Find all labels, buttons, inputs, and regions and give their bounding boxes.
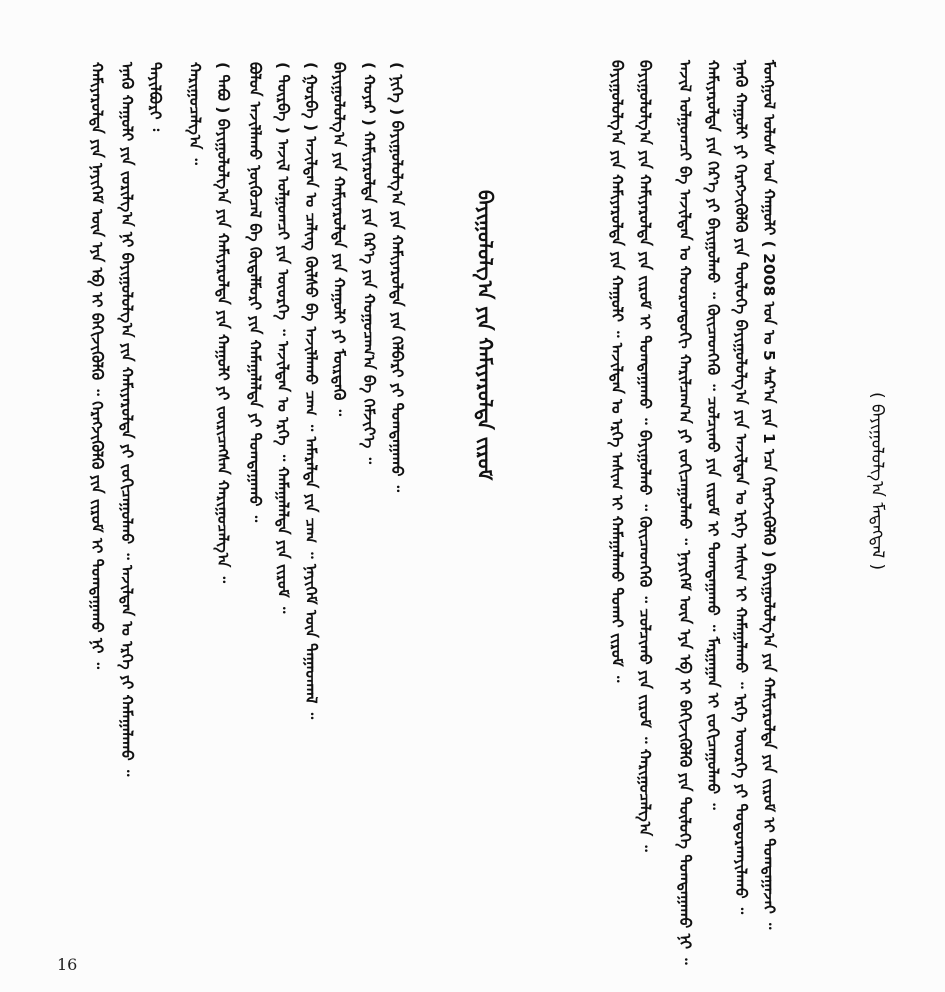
list-item-1: ( ᠨᠢᠭᠡ ) ᠪᠠᠶᠢᠭᠤᠯᠤᠯᠭ᠎ᠠ ᠶᠢᠨ ᠬᠠᠮᠢᠶᠠᠷᠤᠯᠲᠠ ᠶᠢᠨ ᠬᠡᠯᠪᠡᠷᠢ ᠶᠢ ᠲᠣᠭᠲᠠᠭᠠᠬᠤ ᠃ <box>388 62 406 493</box>
paragraph-column-5: ᠪᠠᠶᠢᠭᠤᠯᠤᠯᠭ᠎ᠠ ᠶᠢᠨ ᠬᠠᠮᠢᠶᠠᠷᠤᠯᠲᠠ ᠶᠢᠨ ᠵᠢᠷᠤᠮ ᠢ ᠲᠣᠭᠲᠠᠭᠠᠬᠤ ᠃ ᠪᠠᠶᠢᠭᠤᠯᠬᠤ ᠃ ᠭᠦᠢᠴᠡᠳᠬᠡᠬᠦ ᠃ ᠴᠤᠯᠴᠢᠬᠤ ᠶᠢᠨ ᠵᠢᠷᠤᠮ ᠃ ᠬᠠᠷᠢᠭᠤᠴᠠᠯᠭ᠎ᠠ ᠃ <box>636 60 654 852</box>
list-item-5-continued: ᠬᠠᠷᠢᠭᠤᠴᠠᠯᠭ᠎ᠠ ᠃ <box>186 62 204 165</box>
header-title: ( ᠪᠠᠶᠢᠭᠤᠯᠤᠯᠭ᠎ᠠ ᠮᠡᠳᠡᠭᠳᠡᠯ ) <box>867 392 887 571</box>
paragraph-column-4: ᠠᠵᠢᠯ ᠣᠯᠭᠣᠭᠴᠢ ᠪᠠ ᠠᠵᠢᠯᠲᠠᠨ ᠤ ᠬᠣᠣᠷᠣᠨᠳᠣᠬᠢ ᠬᠠᠷᠢᠯᠴᠠᠭ᠎ᠠ ᠶᠢ ᠵᠣᠬᠢᠴᠠᠭᠤᠯᠬᠤ ᠃ ᠨᠡᠶᠢᠭᠡᠮ ᠦᠨ ᠡᠶᠡ ᠡᠪ ᠢ ᠪᠡᠬᠢᠵᠢᠭᠦᠯᠬᠦ ᠶᠢᠨ ᠲᠥᠯᠦᠭᠡ ᠲᠣᠭᠲᠠᠭᠠᠬᠤ ᠨᠢ ᠃ <box>676 60 694 965</box>
list-item-2: ( ᠬᠣᠶᠠᠷ ) ᠬᠠᠮᠢᠶᠠᠷᠤᠯᠲᠠ ᠶᠢᠨ ᠭᠡᠷ᠎ᠡ ᠶᠢᠨ ᠬᠤᠭᠤᠴᠠᠭ᠎ᠠ ᠪᠠ ᠬᠡᠮᠵᠢᠶ᠎ᠡ ᠃ <box>360 62 378 464</box>
paragraph-column-6: ᠪᠠᠶᠢᠭᠤᠯᠤᠯᠭ᠎ᠠ ᠶᠢᠨ ᠬᠠᠮᠢᠶᠠᠷᠤᠯᠲᠠ ᠶᠢᠨ ᠬᠠᠭᠤᠯᠢ ᠃ ᠠᠵᠢᠯᠲᠠᠨ ᠤ ᠡᠷᠬᠡ ᠠᠰᠢᠭ ᠢ ᠬᠠᠮᠠᠭᠠᠯᠠᠬᠤ ᠲᠤᠬᠠᠢ ᠵᠢᠷᠤᠮ ᠃ <box>608 60 626 683</box>
list-item-4-continued: ᠪᠣᠯᠤᠨ ᠠᠵᠢᠯᠯᠠᠬᠤ ᠨᠥᠬᠦᠴᠡᠯ ᠪᠠ ᠬᠥᠳᠡᠯᠮᠦᠷᠢ ᠶᠢᠨ ᠬᠠᠮᠠᠭᠠᠯᠠᠯᠲᠠ ᠶᠢ ᠲᠣᠭᠲᠠᠭᠠᠬᠤ ᠃ <box>246 62 264 523</box>
list-item-5: ( ᠲᠠᠪᠤ ) ᠪᠠᠶᠢᠭᠤᠯᠤᠯᠭ᠎ᠠ ᠶᠢᠨ ᠬᠠᠮᠢᠶᠠᠷᠤᠯᠲᠠ ᠶᠢᠨ ᠬᠠᠭᠤᠯᠢ ᠶᠢ ᠵᠥᠷᠢᠴᠡᠭᠰᠡᠨ ᠬᠠᠷᠢᠭᠤᠴᠠᠯᠭ᠎ᠠ ᠃ <box>214 62 232 583</box>
list-item-4: ( ᠳᠥᠷᠪᠡ ) ᠠᠵᠢᠯ ᠣᠯᠭᠣᠭᠴᠢ ᠶᠢᠨ ᠦᠦᠷᠭᠡ ᠃ ᠠᠵᠢᠯᠲᠠᠨ ᠤ ᠡᠷᠬᠡ ᠃ ᠬᠠᠮᠠᠭᠠᠯᠠᠯᠲᠠ ᠶᠢᠨ ᠵᠢᠷᠤᠮ ᠃ <box>274 62 292 614</box>
closing-label: ᠲᠠᠶᠢᠯᠪᠤᠷᠢ ᠄ <box>146 62 164 132</box>
page-number: 16 <box>57 955 78 974</box>
closing-column-1: ᠡᠨᠡᠬᠦ ᠬᠠᠭᠤᠯᠢ ᠶᠢᠨ ᠵᠣᠷᠢᠯᠭ᠎ᠠ ᠨᠢ ᠪᠠᠶᠢᠭᠤᠯᠤᠯᠭ᠎ᠠ ᠶᠢᠨ ᠬᠠᠮᠢᠶᠠᠷᠤᠯᠲᠠ ᠶᠢ ᠵᠣᠬᠢᠴᠠᠭᠤᠯᠬᠤ ᠃ ᠠᠵᠢᠯᠲᠠᠨ ᠤ ᠡᠷᠬᠡ ᠶᠢ ᠬᠠᠮᠠᠭᠠᠯᠠᠬᠤ ᠃ <box>118 62 136 777</box>
paragraph-column-3: ᠬᠠᠮᠢᠶᠠᠷᠤᠯᠲᠠ ᠶᠢᠨ ᠭᠡᠷ᠎ᠡ ᠶᠢ ᠪᠠᠶᠢᠭᠤᠯᠬᠤ ᠃ ᠭᠦᠢᠴᠡᠳᠬᠡᠬᠦ ᠃ ᠴᠤᠯᠴᠢᠬᠤ ᠶᠢᠨ ᠵᠢᠷᠤᠮ ᠢ ᠲᠣᠭᠲᠠᠭᠠᠬᠤ ᠃ ᠮᠠᠷᠭᠠᠭᠠᠨ ᠢ ᠵᠣᠬᠢᠴᠠᠭᠤᠯᠬᠤ ᠃ <box>704 60 722 810</box>
section-heading: ᠪᠠᠶᠢᠭᠤᠯᠤᠯᠭ᠎ᠠ ᠶᠢᠨ ᠬᠠᠮᠢᠶᠠᠷᠤᠯᠲᠠ ᠵᠢᠷᠤᠮ <box>473 190 497 481</box>
closing-column-2: ᠬᠠᠮᠢᠶᠠᠷᠤᠯᠲᠠ ᠶᠢᠨ ᠨᠡᠶᠢᠭᠡᠮ ᠦᠨ ᠡᠶᠡ ᠡᠪ ᠢ ᠪᠡᠬᠢᠵᠢᠭᠦᠯᠬᠦ ᠃ ᠬᠡᠷᠡᠭᠵᠢᠭᠦᠯᠬᠦ ᠶᠢᠨ ᠵᠢᠷᠤᠮ ᠢ ᠲᠣᠭᠲᠠᠭᠠᠬᠤ ᠨᠢ ᠃ <box>88 62 106 669</box>
paragraph-column-1: ᠮᠣᠩᠭᠣᠯ ᠤᠯᠤᠰ ᠤᠨ ᠬᠠᠭᠤᠯᠢ ( 2008 ᠣᠨ ᠤ 5 ᠰᠠᠷ᠎ᠠ ᠶᠢᠨ 1 ᠡᠴᠡ ᠬᠡᠷᠡᠭᠵᠢᠭᠦᠯᠬᠦ ) ᠪᠠᠶᠢᠭᠤᠯᠤᠯᠭ᠎ᠠ ᠶᠢᠨ ᠬᠠᠮᠢᠶᠠᠷᠤᠯᠲᠠ ᠶᠢᠨ ᠵᠢᠷᠤᠮ ᠢ ᠲᠣᠭᠲᠠᠭᠠᠵᠠᠢ ᠃ <box>760 60 778 930</box>
paragraph-column-2: ᠡᠨᠡᠬᠦ ᠬᠠᠭᠤᠯᠢ ᠶᠢ ᠬᠡᠷᠡᠭᠵᠢᠭᠦᠯᠬᠦ ᠶᠢᠨ ᠲᠥᠯᠦᠭᠡ ᠪᠠᠶᠢᠭᠤᠯᠤᠯᠭ᠎ᠠ ᠶᠢᠨ ᠠᠵᠢᠯᠲᠠᠨ ᠤ ᠡᠷᠬᠡ ᠠᠰᠢᠭ ᠢ ᠬᠠᠮᠠᠭᠠᠯᠠᠬᠤ ᠃ ᠡᠷᠬᠡ ᠦᠦᠷᠭᠡ ᠶᠢ ᠲᠣᠳᠣᠷᠬᠠᠶᠢᠯᠠᠬᠤ ᠃ <box>732 60 750 915</box>
list-item-3: ( ᠭᠤᠷᠪᠠ ) ᠠᠵᠢᠯᠲᠠᠨ ᠤ ᠴᠠᠯᠢᠩ ᠬᠥᠯᠰᠦ ᠪᠠ ᠠᠵᠢᠯᠯᠠᠬᠤ ᠴᠠᠭ ᠃ ᠠᠮᠠᠷᠠᠯᠲᠠ ᠶᠢᠨ ᠴᠠᠭ ᠃ ᠨᠡᠶᠢᠭᠡᠮ ᠦᠨ ᠳᠠᠭᠠᠳᠭᠠᠯ ᠃ <box>302 62 320 720</box>
list-item-2-continued: ᠪᠠᠶᠢᠭᠤᠯᠤᠯᠭ᠎ᠠ ᠶᠢᠨ ᠬᠠᠮᠢᠶᠠᠷᠤᠯᠲᠠ ᠶᠢᠨ ᠬᠠᠭᠤᠯᠢ ᠶᠢ ᠮᠥᠷᠳᠡᠬᠦ ᠃ <box>330 62 348 416</box>
